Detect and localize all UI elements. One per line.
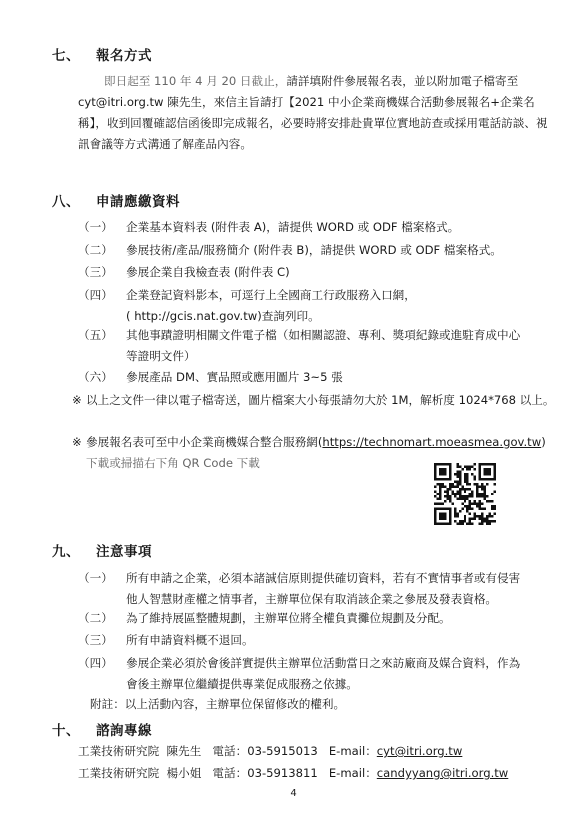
section-title: 報名方式 [96,48,152,64]
list-item [78,240,556,261]
item-label: （四） [78,288,113,302]
section-number: 七、 [52,48,80,64]
contact-phone: 03-5913811 [247,766,318,780]
email-label: E-mail： [328,744,377,758]
section-number: 九、 [52,544,80,560]
item-text-continued: ( http://gcis.nat.gov.tw)查詢列印。 [126,309,320,323]
list-item [78,630,556,651]
section-7-paragraph [78,71,556,155]
list-item [78,285,556,327]
section-9-heading [52,540,152,560]
registration-details: cyt@itri.org.tw 陳先生，來信主旨請打【2021 中小企業商機媒合活動參展報名+企業名稱】，收到回覆確認信函後即完成報名，必要時將安排赴貴單位實地訪查或採用電話訪談、視訊會議等方式溝通了解產品內容。 [78,95,548,151]
note-text-line2: 下載或掃描右下角 QR Code 下載 [86,456,260,470]
section-8-heading [52,190,180,210]
item-label: （一） [78,220,113,234]
item-label: （二） [78,611,113,625]
item-text: 參展產品 DM、實品照或應用圖片 3~5 張 [126,370,343,384]
list-item [78,367,556,388]
footnote: 附註：以上活動內容，主辦單位保留修改的權利。 [90,697,346,711]
note-text-end: ) [541,435,546,449]
phone-label: 電話： [212,744,248,758]
contact-name: 楊小姐 [166,766,202,780]
list-item [78,262,556,283]
section-10-heading [52,719,152,739]
note-mark: ※ [72,435,82,449]
list-item [78,568,556,610]
section-title: 諮詢專線 [96,723,152,739]
contact-name: 陳先生 [166,744,202,758]
item-label: （三） [78,633,113,647]
item-text: 企業登記資料影本，可逕行上全國商工行政服務入口網， [126,288,416,302]
section-number: 八、 [52,194,80,210]
file-note [72,390,556,411]
item-label: （六） [78,370,113,384]
item-text-continued: 他人智慧財產權之情事者，主辦單位保有取消該企業之參展及發表資格。 [126,592,498,606]
contact-row [78,763,508,783]
contact-email-link[interactable]: cyt@itri.org.tw [376,744,463,758]
section-number: 十、 [52,723,80,739]
deadline-text: 即日起至 110 年 4 月 20 日截止， [104,74,287,88]
item-label: （二） [78,243,113,257]
qr-code-image[interactable] [434,463,496,525]
list-item [78,653,556,695]
item-text: 參展企業必須於會後詳實提供主辦單位活動當日之來訪廠商及媒合資料，作為 [126,656,521,670]
contact-org: 工業技術研究院 [78,766,160,780]
page-number: 4 [290,788,297,799]
item-label: （一） [78,571,113,585]
item-label: （三） [78,265,113,279]
item-text: 所有申請之企業，必須本諸誠信原則提供確切資料，若有不實情事者或有侵害 [126,571,521,585]
contact-email-link[interactable]: candyyang@itri.org.tw [376,766,509,780]
item-text: 所有申請資料概不退回。 [126,633,254,647]
instruction-text: 請詳填附件參展報名表，並以附加電子檔寄至 [286,74,519,88]
note-text: 參展報名表可至中小企業商機媒合整合服務網( [86,435,323,449]
item-label: （四） [78,656,113,670]
note-text: 以上之文件一律以電子檔寄送，圖片檔案大小每張請勿大於 1M，解析度 1024*768 以上。 [86,393,555,407]
contact-row [78,741,462,761]
contact-org: 工業技術研究院 [78,744,160,758]
item-text: 參展技術/產品/服務簡介 (附件表 B)，請提供 WORD 或 ODF 檔案格式。 [126,243,502,257]
list-item [78,325,556,367]
item-label: （五） [78,328,113,342]
section-7-heading [52,44,152,64]
section-title: 注意事項 [96,544,152,560]
item-text-continued: 等證明文件） [126,349,196,363]
note-mark: ※ [72,393,82,407]
item-text: 為了維持展區整體規劃，主辦單位將全權負責攤位規劃及分配。 [126,611,451,625]
item-text-continued: 會後主辦單位繼續提供專業促成服務之依據。 [126,677,358,691]
section-title: 申請應繳資料 [96,194,180,210]
phone-label: 電話： [212,766,248,780]
item-text: 企業基本資料表 (附件表 A)，請提供 WORD 或 ODF 檔案格式。 [126,220,460,234]
item-text: 其他事蹟證明相關文件電子檔（如相關認證、專利、獎項紀錄或進駐育成中心 [126,328,521,342]
contact-phone: 03-5915013 [247,744,318,758]
list-item [78,217,556,238]
list-item [78,608,556,629]
technomart-link[interactable]: https://technomart.moeasmea.gov.tw [322,435,542,449]
item-text: 參展企業自我檢查表 (附件表 C) [126,265,290,279]
email-label: E-mail： [328,766,377,780]
